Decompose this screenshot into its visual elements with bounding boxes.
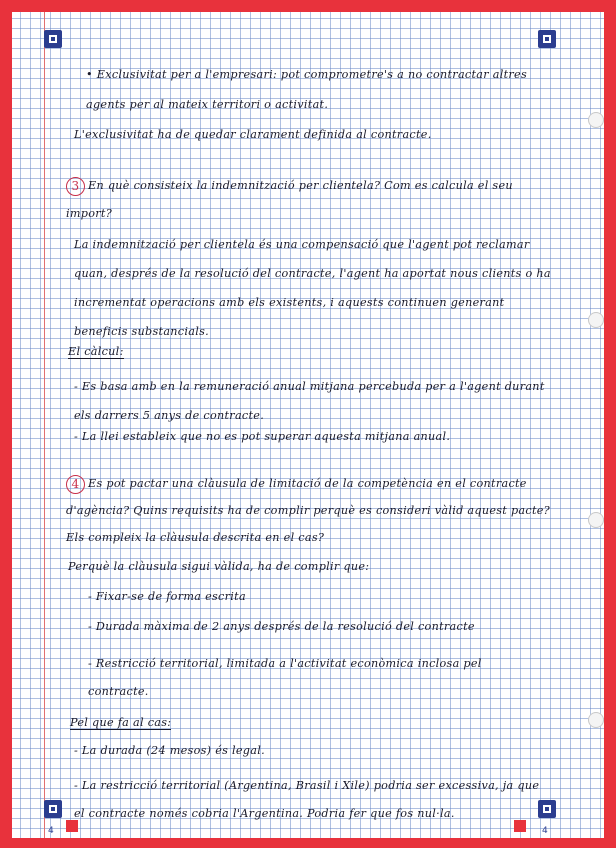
case-analysis-heading: Pel que fa al cas: [70, 716, 172, 729]
question-3-heading: 3 En què consisteix la indemnització per clientela? Com es calcula el seu import? [66, 178, 513, 220]
binder-hole [588, 712, 604, 728]
question-4-heading: 4 Es pot pactar una clàusula de limitació de la competència en el contracte d'agència? Quins requisits ha de complir perquè es consideri vàlid aquest pacte? Els compleix la clàusula descrita en el cas? [66, 476, 550, 544]
case-point-territory: - La restricció territorial (Argentina, Brasil i Xile) podria ser excessiva, ja que el contracte només cobria l'Argentina. Podria fer que fos nul·la. [74, 779, 540, 820]
question-4-number: 4 [66, 475, 85, 494]
binder-hole [588, 312, 604, 328]
note-line-exclusivity-summary: L'exclusivitat ha de quedar clarament definida al contracte. [74, 128, 432, 141]
requirement-written-form: - Fixar-se de forma escrita [88, 590, 246, 603]
left-tab-number: 4 [48, 826, 54, 836]
top-left-corner-icon [44, 30, 62, 48]
top-right-corner-icon [538, 30, 556, 48]
requirement-territorial-restriction: - Restricció territorial, limitada a l'activitat econòmica inclosa pel contracte. [88, 657, 482, 698]
right-tab-number: 4 [542, 826, 548, 836]
answer-3-paragraph: La indemnització per clientela és una compensació que l'agent pot reclamar quan, després de la resolució del contracte, l'agent ha aportat nous clients o ha incrementat operacions amb els existents, i aquests continuen generant beneficis substancials. [74, 238, 551, 338]
note-line-exclusivity-bullet: • Exclusivitat per a l'empresari: pot comprometre's a no contractar altres agents per al mateix territori o activitat. [86, 68, 528, 111]
binder-hole [588, 112, 604, 128]
calculation-point-1: - Es basa amb en la remuneració anual mitjana percebuda per a l'agent durant els darrers 5 anys de contracte. [74, 380, 545, 422]
calculation-heading: El càlcul: [68, 345, 124, 358]
requirement-max-duration: - Durada màxima de 2 anys després de la resolució del contracte [88, 620, 475, 633]
validity-requirements-intro: Perquè la clàusula sigui vàlida, ha de complir que: [68, 560, 370, 573]
calculation-point-2: - La llei estableix que no es pot superar aquesta mitjana anual. [74, 430, 451, 443]
case-point-duration: - La durada (24 mesos) és legal. [74, 744, 265, 757]
binder-hole [588, 512, 604, 528]
margin-line [44, 12, 45, 838]
question-3-number: 3 [66, 177, 85, 196]
bottom-left-corner-icon [44, 800, 62, 818]
